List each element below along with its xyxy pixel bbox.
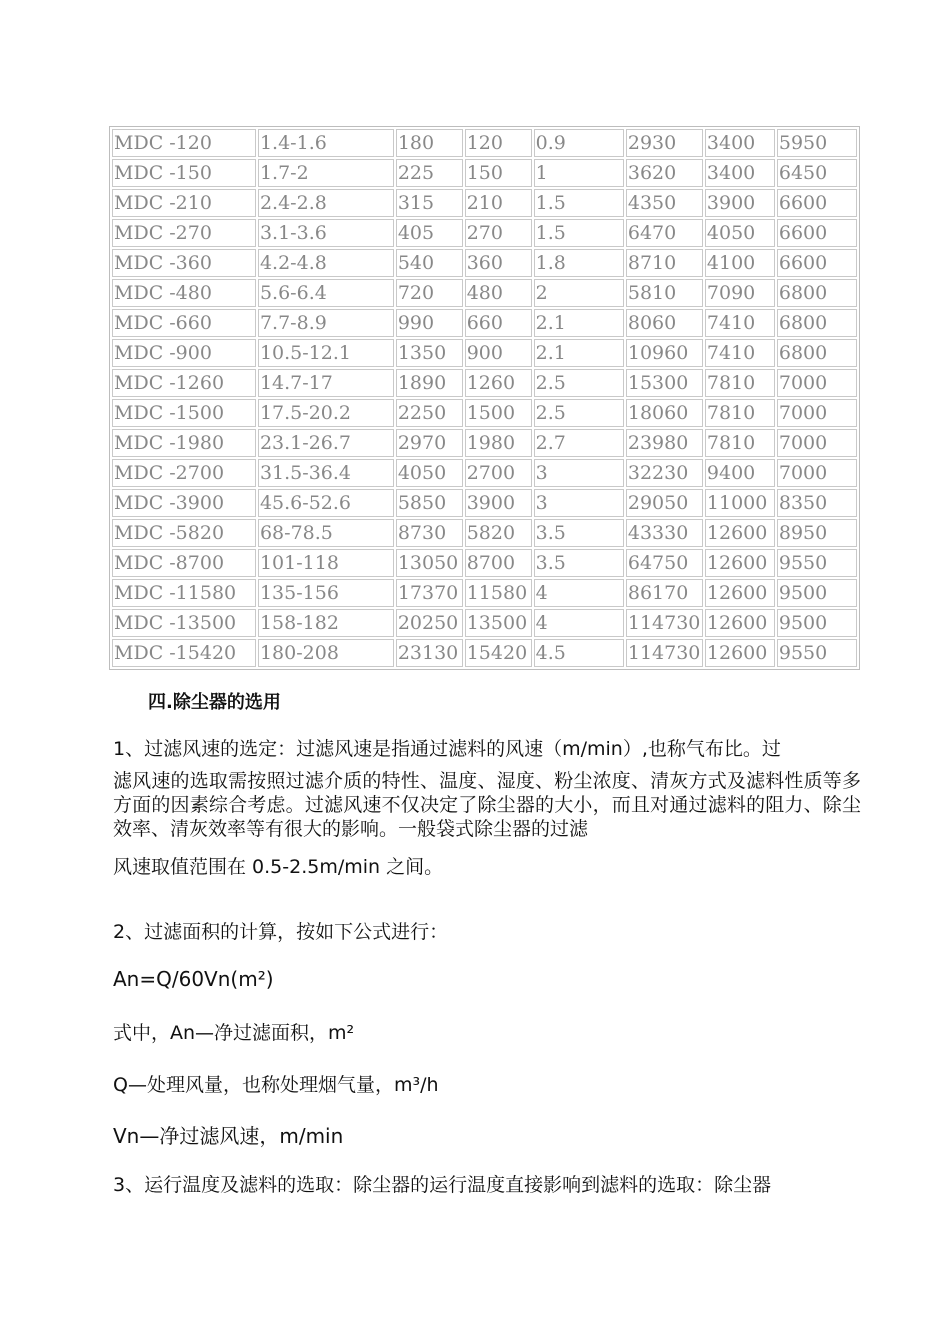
table-cell: 1.4-1.6	[258, 129, 394, 157]
table-cell: 12600	[705, 519, 775, 547]
table-cell: 20250	[396, 609, 463, 637]
table-cell: MDC -1980	[112, 429, 256, 457]
table-cell: MDC -150	[112, 159, 256, 187]
table-cell: MDC -13500	[112, 609, 256, 637]
table-cell: 4	[534, 579, 624, 607]
table-cell: MDC -15420	[112, 639, 256, 667]
table-cell: 4	[534, 609, 624, 637]
table-cell: 7410	[705, 309, 775, 337]
table-cell: 1	[534, 159, 624, 187]
table-cell: 6600	[777, 249, 857, 277]
table-cell: 2.7	[534, 429, 624, 457]
table-cell: 4350	[626, 189, 703, 217]
section-heading: 四.除尘器的选用	[148, 692, 281, 713]
table-cell: 9400	[705, 459, 775, 487]
paragraph-body: 滤风速的选取需按照过滤介质的特性、温度、湿度、粉尘浓度、清灰方式及滤料性质等多方面的因素综合考虑。过滤风速不仅决定了除尘器的大小，而且对通过滤料的阻力、除尘效率、清灰效率等有很大的影响。一般袋式除尘器的过滤	[113, 770, 861, 840]
table-cell: 17370	[396, 579, 463, 607]
paragraph-line: 风速取值范围在 0.5-2.5m/min 之间。	[113, 856, 444, 878]
table-cell: MDC -8700	[112, 549, 256, 577]
table-cell: 17.5-20.2	[258, 399, 394, 427]
table-cell: 68-78.5	[258, 519, 394, 547]
table-cell: MDC -120	[112, 129, 256, 157]
table-cell: 2970	[396, 429, 463, 457]
table-cell: 1980	[465, 429, 532, 457]
table-cell: 2.4-2.8	[258, 189, 394, 217]
table-cell: 8950	[777, 519, 857, 547]
table-cell: 12600	[705, 639, 775, 667]
table-cell: 360	[465, 249, 532, 277]
table-row	[112, 219, 857, 247]
table-cell: 315	[396, 189, 463, 217]
table-cell: 18060	[626, 399, 703, 427]
table-cell: 6600	[777, 219, 857, 247]
table-cell: 14.7-17	[258, 369, 394, 397]
table-cell: 210	[465, 189, 532, 217]
table-cell: 480	[465, 279, 532, 307]
table-cell: 23130	[396, 639, 463, 667]
table-cell: 1.5	[534, 189, 624, 217]
table-cell: 10960	[626, 339, 703, 367]
table-cell: 2.1	[534, 309, 624, 337]
table-cell: 3900	[465, 489, 532, 517]
table-cell: 5850	[396, 489, 463, 517]
table-cell: MDC -3900	[112, 489, 256, 517]
table-cell: 45.6-52.6	[258, 489, 394, 517]
formula-definition-q: Q—处理风量，也称处理烟气量，m³/h	[113, 1074, 439, 1096]
table-cell: 86170	[626, 579, 703, 607]
table-cell: 2700	[465, 459, 532, 487]
table-cell: 3400	[705, 159, 775, 187]
table-cell: 7000	[777, 369, 857, 397]
table-cell: 1500	[465, 399, 532, 427]
paragraph-temperature: 3、运行温度及滤料的选取：除尘器的运行温度直接影响到滤料的选取：除尘器	[113, 1174, 772, 1196]
table-cell: MDC -270	[112, 219, 256, 247]
table-cell: 1350	[396, 339, 463, 367]
table-cell: 114730	[626, 639, 703, 667]
table-cell: 4050	[705, 219, 775, 247]
table-cell: MDC -210	[112, 189, 256, 217]
table-row	[112, 189, 857, 217]
table-cell: 225	[396, 159, 463, 187]
table-cell: 6800	[777, 339, 857, 367]
table-cell: 150	[465, 159, 532, 187]
table-cell: 1.7-2	[258, 159, 394, 187]
table-row	[112, 279, 857, 307]
table-cell: 3.5	[534, 519, 624, 547]
table-cell: 11580	[465, 579, 532, 607]
table-cell: MDC -1260	[112, 369, 256, 397]
table-row	[112, 429, 857, 457]
table-row	[112, 579, 857, 607]
table-cell: 8730	[396, 519, 463, 547]
table-row	[112, 309, 857, 337]
table-cell: 1.5	[534, 219, 624, 247]
table-cell: 270	[465, 219, 532, 247]
table-cell: 4.2-4.8	[258, 249, 394, 277]
table-row	[112, 639, 857, 667]
table-cell: 4050	[396, 459, 463, 487]
table-cell: 7000	[777, 399, 857, 427]
table-cell: 3400	[705, 129, 775, 157]
table-cell: 8060	[626, 309, 703, 337]
table-cell: MDC -5820	[112, 519, 256, 547]
table-cell: 5810	[626, 279, 703, 307]
table-cell: 12600	[705, 609, 775, 637]
table-cell: 6800	[777, 279, 857, 307]
spec-table-body	[112, 129, 857, 667]
table-cell: 10.5-12.1	[258, 339, 394, 367]
table-cell: 3.5	[534, 549, 624, 577]
table-cell: 2.5	[534, 399, 624, 427]
paragraph-line: 1、过滤风速的选定：过滤风速是指通过滤料的风速（m/min）,也称气布比。过	[113, 738, 781, 760]
table-cell: 7090	[705, 279, 775, 307]
table-cell: MDC -660	[112, 309, 256, 337]
table-cell: 7410	[705, 339, 775, 367]
table-row	[112, 159, 857, 187]
table-cell: 9500	[777, 579, 857, 607]
table-cell: 11000	[705, 489, 775, 517]
table-cell: 6600	[777, 189, 857, 217]
table-cell: 2930	[626, 129, 703, 157]
table-cell: 8350	[777, 489, 857, 517]
table-cell: 9550	[777, 549, 857, 577]
table-cell: 7810	[705, 399, 775, 427]
table-row	[112, 519, 857, 547]
table-row	[112, 549, 857, 577]
table-cell: 5950	[777, 129, 857, 157]
table-row	[112, 249, 857, 277]
table-row	[112, 339, 857, 367]
table-cell: 7000	[777, 459, 857, 487]
table-cell: 7810	[705, 429, 775, 457]
table-cell: 6470	[626, 219, 703, 247]
table-cell: 4.5	[534, 639, 624, 667]
table-cell: 7000	[777, 429, 857, 457]
table-row	[112, 369, 857, 397]
table-cell: 5.6-6.4	[258, 279, 394, 307]
table-cell: 13500	[465, 609, 532, 637]
table-cell: 15300	[626, 369, 703, 397]
table-cell: 3620	[626, 159, 703, 187]
table-cell: 2	[534, 279, 624, 307]
table-cell: 405	[396, 219, 463, 247]
table-cell: MDC -11580	[112, 579, 256, 607]
table-cell: 23.1-26.7	[258, 429, 394, 457]
table-cell: 4100	[705, 249, 775, 277]
table-cell: MDC -2700	[112, 459, 256, 487]
table-cell: 2.1	[534, 339, 624, 367]
formula: An=Q/60Vn(m²)	[113, 967, 274, 991]
table-row	[112, 459, 857, 487]
table-cell: 64750	[626, 549, 703, 577]
table-cell: 3	[534, 489, 624, 517]
table-cell: 660	[465, 309, 532, 337]
table-cell: 114730	[626, 609, 703, 637]
table-cell: 12600	[705, 579, 775, 607]
table-row	[112, 399, 857, 427]
paragraph-filter-velocity	[113, 737, 861, 879]
table-cell: 540	[396, 249, 463, 277]
table-cell: 12600	[705, 549, 775, 577]
table-cell: 3	[534, 459, 624, 487]
table-cell: 5820	[465, 519, 532, 547]
table-cell: 1260	[465, 369, 532, 397]
table-cell: 135-156	[258, 579, 394, 607]
table-cell: 31.5-36.4	[258, 459, 394, 487]
table-cell: 9550	[777, 639, 857, 667]
table-cell: 7.7-8.9	[258, 309, 394, 337]
table-cell: 15420	[465, 639, 532, 667]
table-cell: 0.9	[534, 129, 624, 157]
table-cell: 180	[396, 129, 463, 157]
table-cell: MDC -900	[112, 339, 256, 367]
spec-table	[109, 126, 860, 670]
table-cell: 180-208	[258, 639, 394, 667]
table-cell: 158-182	[258, 609, 394, 637]
table-cell: 9500	[777, 609, 857, 637]
table-cell: 13050	[396, 549, 463, 577]
table-cell: 32230	[626, 459, 703, 487]
table-cell: 23980	[626, 429, 703, 457]
table-cell: 2250	[396, 399, 463, 427]
table-cell: 6800	[777, 309, 857, 337]
table-row	[112, 489, 857, 517]
table-cell: 1890	[396, 369, 463, 397]
table-cell: 1.8	[534, 249, 624, 277]
formula-definition-vn: Vn—净过滤风速，m/min	[113, 1124, 344, 1148]
table-cell: 3900	[705, 189, 775, 217]
table-cell: 900	[465, 339, 532, 367]
table-cell: 2.5	[534, 369, 624, 397]
table-cell: 720	[396, 279, 463, 307]
table-cell: 990	[396, 309, 463, 337]
paragraph-filter-area: 2、过滤面积的计算，按如下公式进行：	[113, 921, 449, 943]
table-cell: 3.1-3.6	[258, 219, 394, 247]
table-cell: 6450	[777, 159, 857, 187]
table-cell: 29050	[626, 489, 703, 517]
table-cell: MDC -1500	[112, 399, 256, 427]
table-row	[112, 129, 857, 157]
table-cell: MDC -360	[112, 249, 256, 277]
table-row	[112, 609, 857, 637]
formula-definition-an: 式中，An—净过滤面积，m²	[113, 1022, 355, 1044]
table-cell: 8710	[626, 249, 703, 277]
table-cell: 8700	[465, 549, 532, 577]
table-cell: 101-118	[258, 549, 394, 577]
table-cell: 7810	[705, 369, 775, 397]
table-cell: MDC -480	[112, 279, 256, 307]
table-cell: 43330	[626, 519, 703, 547]
table-cell: 120	[465, 129, 532, 157]
